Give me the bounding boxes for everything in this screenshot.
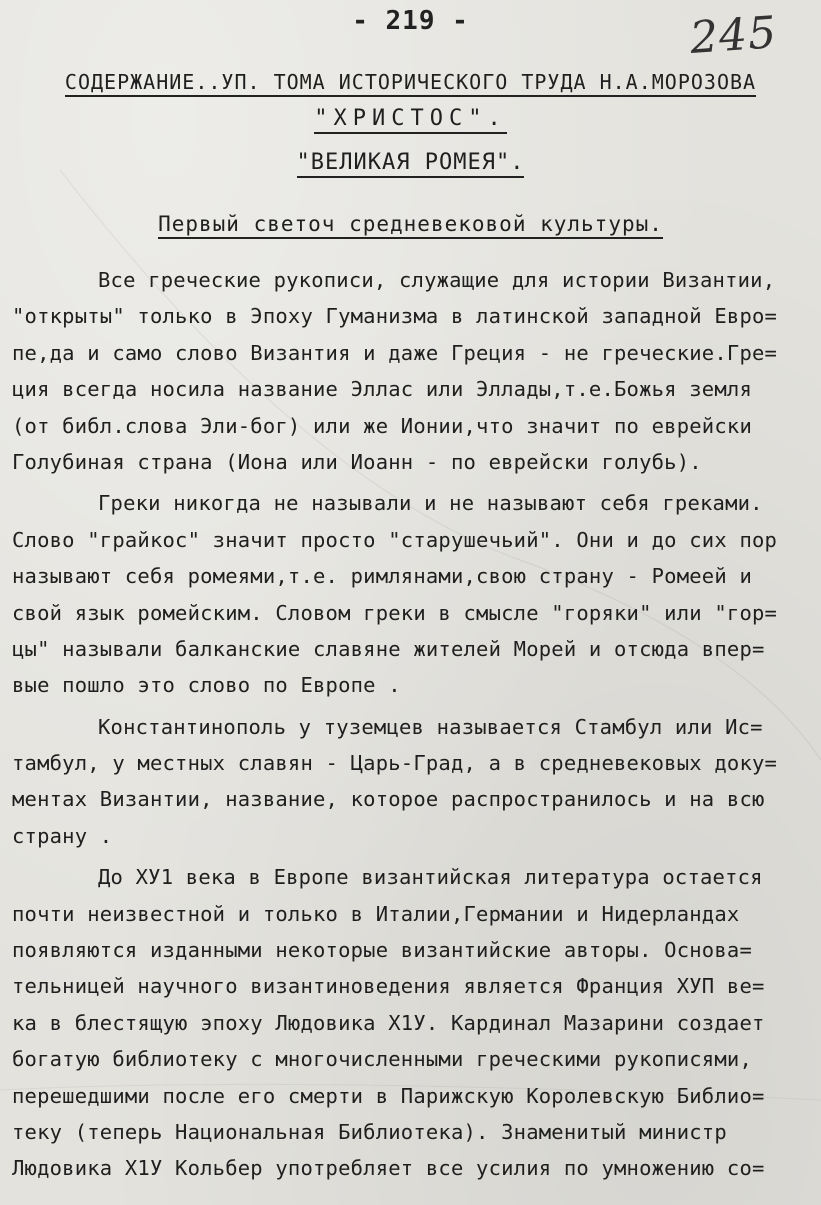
- volume-title: [0, 150, 821, 175]
- text-line: ция всегда носила название Эллас или Эллады,т.е.Божья земля: [12, 377, 752, 402]
- text-line: тельницей научного византиноведения является Франция ХУП ве=: [12, 974, 765, 999]
- text-line: До ХУ1 века в Европе византийская литература остается: [98, 865, 763, 890]
- text-line: Слово "грайкос" значит просто "старушечьий". Они и до сих пор: [12, 527, 778, 552]
- paragraph-4: [12, 859, 812, 1187]
- text-line: "открыты" только в Эпоху Гуманизма в латинской западной Евро=: [12, 304, 778, 329]
- body-text: [12, 262, 812, 1187]
- text-line: перешедшими после его смерти в Парижскую Королевскую Библио=: [12, 1083, 765, 1108]
- paragraph-1: [12, 262, 812, 480]
- text-line: почти неизвестной и только в Италии,Германии и Нидерландах: [12, 901, 740, 926]
- text-line: цы" называли балканские славяне жителей Морей и отсюда впер=: [12, 636, 765, 661]
- text-line: свой язык ромейским. Словом греки в смысле "горяки" или "гор=: [12, 600, 778, 625]
- text-line: Людовика Х1У Кольбер употребляет все усилия по умножению со=: [12, 1156, 765, 1181]
- text-line: (от библ.слова Эли-бог) или же Ионии,что значит по еврейски: [12, 413, 752, 438]
- text-line: Голубиная страна (Иона или Иоанн - по еврейски голубь).: [12, 449, 702, 474]
- text-line: вые пошло это слово по Европе .: [12, 673, 401, 698]
- section-heading: [0, 212, 821, 236]
- text-line: ментах Византии, название, которое распространилось и на всю: [12, 787, 765, 812]
- title-line-2: "ХРИСТОС".: [314, 106, 506, 134]
- text-line: ка в блестящую эпоху Людовика Х1У. Кардинал Мазарини создает: [12, 1010, 765, 1035]
- text-line: появляются изданными некоторые византийские авторы. Основа=: [12, 938, 752, 963]
- handwritten-archive-number: 245: [688, 7, 779, 64]
- work-title: [0, 106, 821, 131]
- text-line: богатую библиотеку с многочисленными греческими рукописями,: [12, 1047, 752, 1072]
- text-line: Все греческие рукописи, служащие для истории Византии,: [98, 268, 776, 292]
- title-line-4: Первый светоч средневековой культуры.: [158, 212, 663, 239]
- text-line: Греки никогда не называли и не называют себя греками.: [98, 491, 763, 516]
- text-line: теку (теперь Национальная Библиотека). Знаменитый министр: [12, 1119, 727, 1144]
- text-line: тамбул, у местных славян - Царь-Град, а в средневековых доку=: [12, 751, 778, 776]
- title-line-3: "ВЕЛИКАЯ РОМЕЯ".: [297, 150, 525, 178]
- text-line: страну .: [12, 823, 113, 848]
- document-title: [0, 70, 821, 94]
- title-line-1: СОДЕРЖАНИЕ..УП. ТОМА ИСТОРИЧЕСКОГО ТРУДА Н.А.МОРОЗОВА: [65, 70, 756, 97]
- page-number: - 219 -: [352, 6, 469, 36]
- text-line: называют себя ромеями,т.е. римлянами,свою страну - Ромеей и: [12, 564, 752, 589]
- paragraph-2: [12, 485, 812, 703]
- paragraph-3: [12, 709, 812, 855]
- text-line: пе,да и само слово Византия и даже Греция - не греческие.Гре=: [12, 340, 778, 365]
- text-line: Константинополь у туземцев называется Стамбул или Ис=: [98, 714, 763, 739]
